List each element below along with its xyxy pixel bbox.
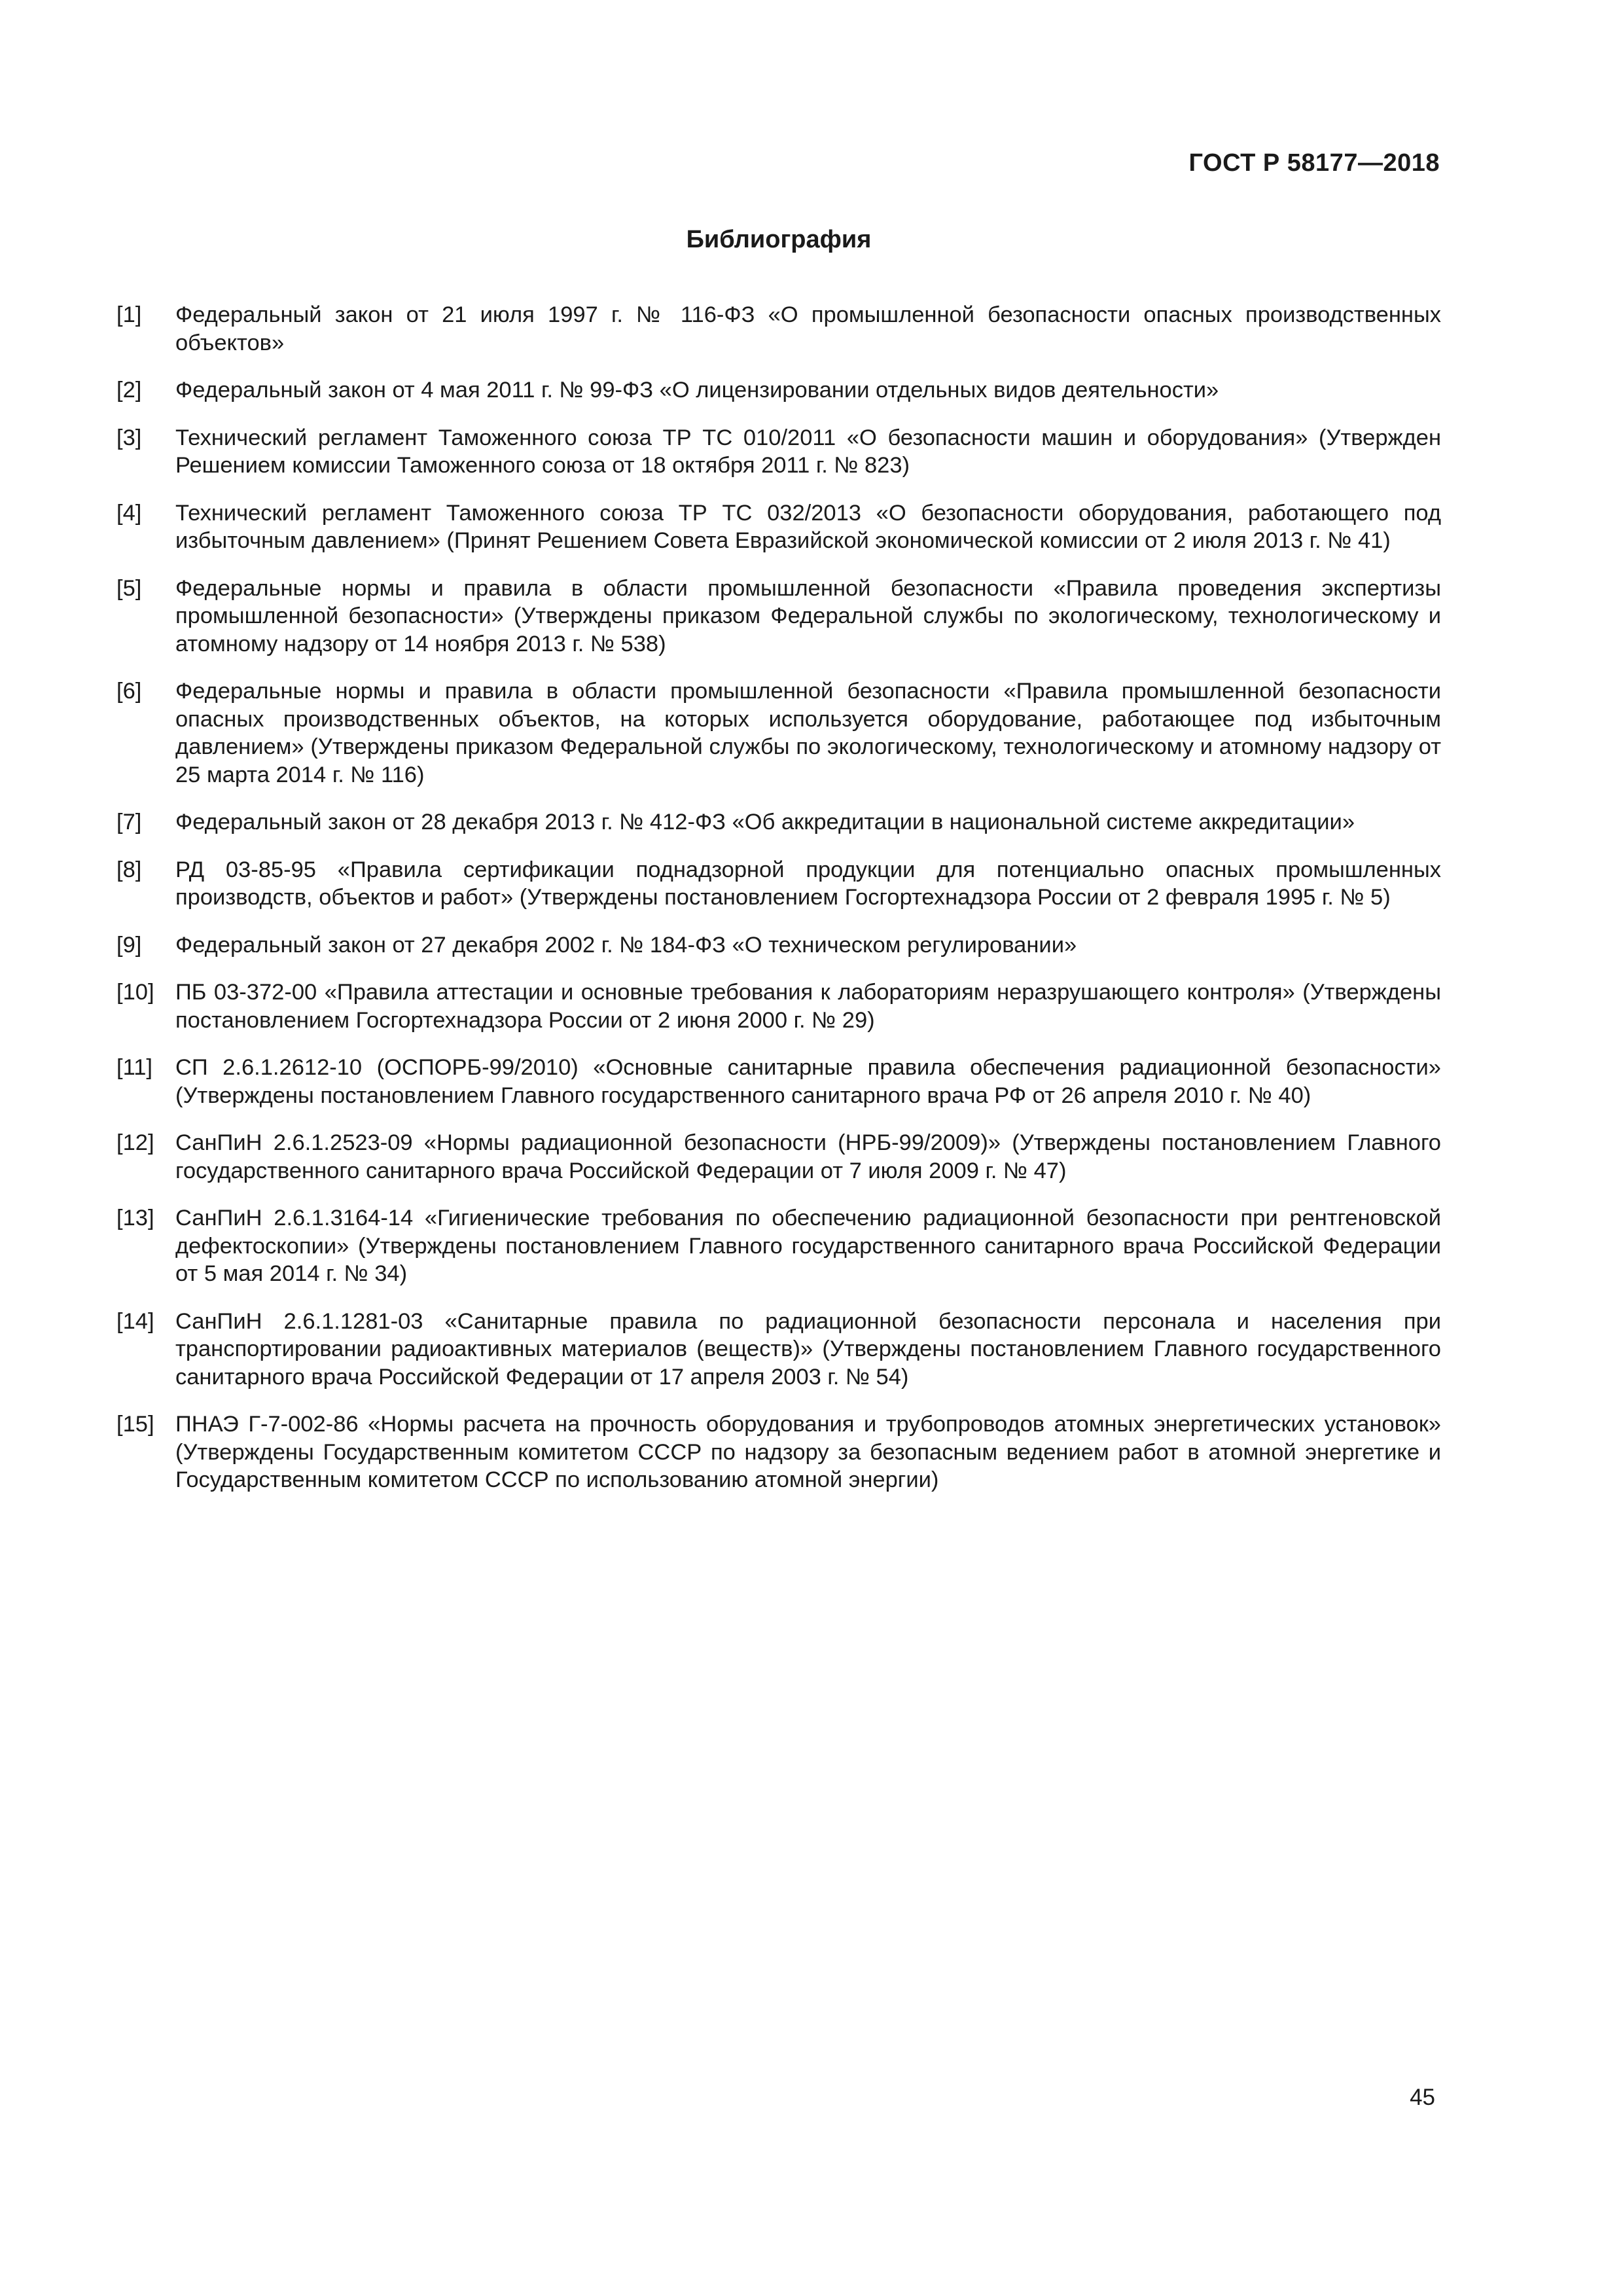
- bibliography-entry: [116, 1129, 1441, 1185]
- bibliography-entry: [116, 301, 1441, 357]
- bibliography-entry: [116, 1410, 1441, 1494]
- entry-text: СанПиН 2.6.1.2523-09 «Нормы радиационной безопасности (НРБ-99/2009)» (Утверждены постановлением Главного государственного санитарного врача Российской Федерации от 7 июля 2009 г. № 47): [175, 1130, 1441, 1183]
- entry-number: [15]: [116, 1412, 154, 1437]
- entry-number: [3]: [116, 425, 142, 450]
- page-title: Библиография: [686, 226, 872, 253]
- entry-number: [14]: [116, 1308, 154, 1334]
- entry-number: [4]: [116, 500, 142, 526]
- bibliography-entry: [116, 424, 1441, 480]
- bibliography-entry: [116, 856, 1441, 912]
- document-code: ГОСТ Р 58177—2018: [1188, 149, 1440, 177]
- entry-text: Технический регламент Таможенного союза ТР ТС 010/2011 «О безопасности машин и оборудования» (Утвержден Решением комиссии Таможенного союза от 18 октября 2011 г. № 823): [175, 425, 1441, 478]
- entry-number: [13]: [116, 1206, 154, 1230]
- entry-text: Федеральные нормы и правила в области промышленной безопасности «Правила проведения экспертизы промышленной безопасности» (Утверждены приказом Федеральной службы по экологическому, технологическому и атомному надзору от 14 ноября 2013 г. № 538): [175, 575, 1441, 656]
- entry-number: [10]: [116, 980, 154, 1005]
- bibliography-entry: [116, 677, 1441, 789]
- bibliography-entry: [116, 575, 1441, 658]
- entry-text: ПБ 03-372-00 «Правила аттестации и основные требования к лабораториям неразрушающего контроля» (Утверждены постановлением Госгортехнадзора России от 2 июня 2000 г. № 29): [175, 980, 1441, 1033]
- bibliography-list: [116, 301, 1441, 1514]
- entry-number: [7]: [116, 810, 142, 834]
- page-number: 45: [1410, 2085, 1435, 2110]
- entry-text: Федеральные нормы и правила в области промышленной безопасности «Правила промышленной безопасности опасных производственных объектов, на которых используется оборудование, работающее под избыточным давлением» (Утверждены приказом Федеральной службы по экологическому, технологическому и атомному надзору от 25 марта 2014 г. № 116): [175, 679, 1441, 787]
- entry-number: [5]: [116, 575, 142, 601]
- bibliography-entry: [116, 808, 1441, 836]
- entry-number: [12]: [116, 1130, 154, 1155]
- bibliography-entry: [116, 978, 1441, 1034]
- entry-text: СанПиН 2.6.1.1281-03 «Санитарные правила по радиационной безопасности персонала и населения при транспортировании радиоактивных материалов (веществ)» (Утверждены постановлением Главного государственного санитарного врача Российской Федерации от 17 апреля 2003 г. № 54): [175, 1308, 1441, 1390]
- entry-number: [8]: [116, 857, 142, 882]
- bibliography-entry: [116, 1308, 1441, 1391]
- bibliography-entry: [116, 499, 1441, 555]
- entry-text: СанПиН 2.6.1.3164-14 «Гигиенические требования по обеспечению радиационной безопасности при рентгеновской дефектоскопии» (Утверждены постановлением Главного государственного санитарного врача Российской Федерации от 5 мая 2014 г. № 34): [175, 1206, 1441, 1286]
- entry-number: [11]: [116, 1055, 152, 1080]
- entry-number: [9]: [116, 932, 142, 958]
- bibliography-entry: [116, 376, 1441, 404]
- entry-number: [6]: [116, 679, 142, 704]
- bibliography-entry: [116, 1054, 1441, 1109]
- entry-text: Федеральный закон от 28 декабря 2013 г. № 412-ФЗ «Об аккредитации в национальной системе аккредитации»: [175, 810, 1355, 834]
- entry-text: РД 03-85-95 «Правила сертификации поднадзорной продукции для потенциально опасных промышленных производств, объектов и работ» (Утверждены постановлением Госгортехнадзора России от 2 февраля 1995 г. № 5): [175, 857, 1441, 910]
- entry-text: Федеральный закон от 4 мая 2011 г. № 99-ФЗ «О лицензировании отдельных видов деятельности»: [175, 378, 1219, 403]
- bibliography-entry: [116, 931, 1441, 960]
- entry-text: Федеральный закон от 21 июля 1997 г. № 116-ФЗ «О промышленной безопасности опасных производственных объектов»: [175, 302, 1441, 355]
- entry-number: [2]: [116, 378, 142, 403]
- entry-number: [1]: [116, 302, 142, 327]
- entry-text: ПНАЭ Г-7-002-86 «Нормы расчета на прочность оборудования и трубопроводов атомных энергетических установок» (Утверждены Государственным комитетом СССР по надзору за безопасным ведением работ в атомной энергетике и Государственным комитетом СССР по использованию атомной энергии): [175, 1412, 1441, 1492]
- entry-text: Технический регламент Таможенного союза ТР ТС 032/2013 «О безопасности оборудования, работающего под избыточным давлением» (Принят Решением Совета Евразийской экономической комиссии от 2 июля 2013 г. № 41): [175, 500, 1441, 553]
- bibliography-entry: [116, 1204, 1441, 1288]
- entry-text: Федеральный закон от 27 декабря 2002 г. № 184-ФЗ «О техническом регулировании»: [175, 932, 1077, 958]
- entry-text: СП 2.6.1.2612-10 (ОСПОРБ-99/2010) «Основные санитарные правила обеспечения радиационной безопасности» (Утверждены постановлением Главного государственного санитарного врача РФ от 26 апреля 2010 г. № 40): [175, 1055, 1441, 1108]
